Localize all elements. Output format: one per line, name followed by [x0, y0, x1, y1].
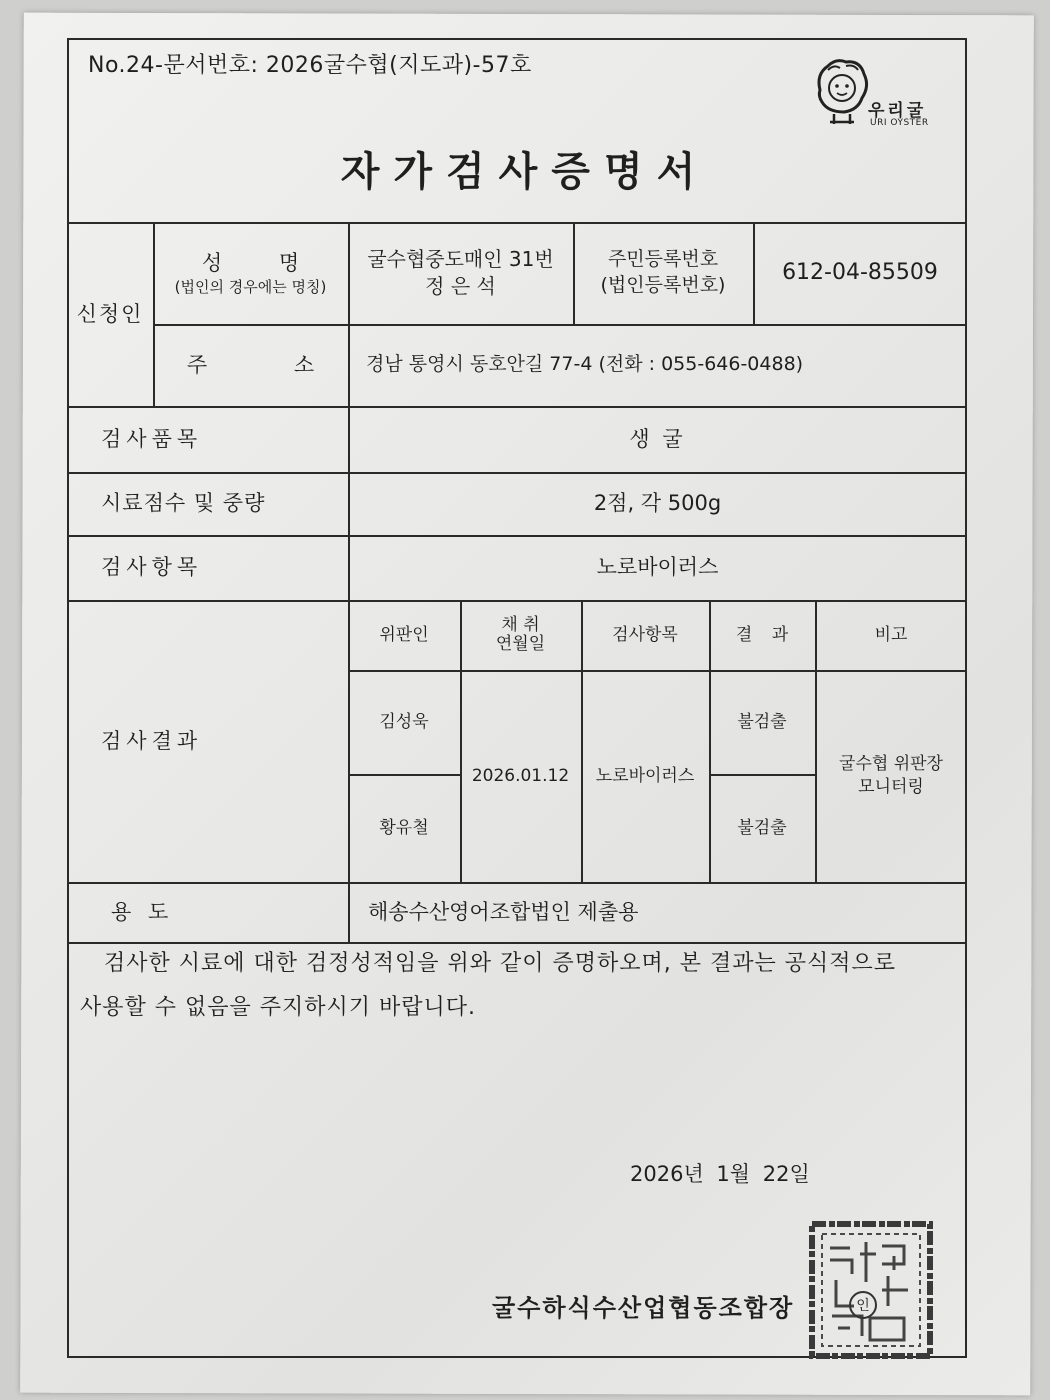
name-label-sub: (법인의 경우에는 명칭): [174, 278, 327, 297]
address-value: 경남 통영시 동호안길 77-4 (전화 : 055-646-0488): [366, 353, 804, 376]
remark-value: [815, 670, 967, 882]
regno-label-line2: (법인등록번호): [600, 274, 726, 296]
logo-subtitle: URI OYSTER: [870, 118, 929, 128]
header-collect-line2: 연월일: [495, 634, 546, 654]
statement: [80, 942, 960, 1030]
name-value: [348, 222, 573, 324]
header-collect-date: [460, 600, 581, 670]
document-title: 자가검사증명서: [340, 148, 710, 195]
row2-seller: 황유철: [379, 817, 429, 838]
item-value: 생 굴: [629, 426, 686, 451]
test-item-value: 노로바이러스: [596, 555, 719, 580]
collect-date-value: 2026.01.12: [471, 765, 570, 786]
document-number: No.24-문서번호: 2026굴수협(지도과)-57호: [88, 53, 532, 78]
item-label: 검사품목: [101, 426, 203, 451]
header-result: 결 과: [735, 624, 789, 645]
header-remark: 비고: [874, 624, 908, 645]
official-seal-stamp: [808, 1220, 934, 1360]
statement-line2: 사용할 수 없음을 주지하시기 바랍니다.: [80, 995, 476, 1020]
results-label: 검사결과: [101, 728, 203, 753]
oyster-mascot-icon: [812, 56, 872, 132]
sample-value: 2점, 각 500g: [593, 491, 722, 516]
test-item-label: 검사항목: [101, 555, 203, 580]
result-test-item-value: 노로바이러스: [595, 765, 695, 786]
header-test-item: 검사항목: [612, 624, 678, 645]
statement-line1: 검사한 시료에 대한 검정성적임을 위와 같이 증명하오며, 본 결과는 공식적으로: [104, 951, 896, 976]
name-value-line1: 굴수협중도매인 31번: [367, 247, 554, 271]
row1-seller: 김성욱: [379, 711, 429, 732]
header-collect-line1: 채 취: [501, 615, 540, 636]
logo-name: 우리굴: [868, 101, 927, 121]
row2-result: 불검출: [737, 817, 787, 838]
uri-oyster-logo: [812, 56, 947, 136]
issue-date: 2026년 1월 22일: [630, 1162, 810, 1186]
sample-label: 시료점수 및 중량: [101, 491, 266, 516]
remark-line2: 모니터링: [858, 777, 924, 797]
name-label-main: 성 명: [201, 250, 300, 275]
row1-result: 불검출: [737, 711, 787, 732]
seal-mark: 인: [849, 1291, 877, 1319]
usage-value: 해송수산영어조합법인 제출용: [368, 899, 639, 924]
header-seller: 위판인: [379, 624, 429, 645]
name-label: [153, 222, 348, 324]
address-label: 주 소: [186, 352, 315, 377]
usage-label: 용 도: [111, 899, 174, 924]
name-value-line2: 정 은 석: [425, 274, 496, 298]
regno-value: 612-04-85509: [782, 260, 938, 286]
remark-line1: 굴수협 위판장: [839, 754, 943, 775]
signatory-name: 굴수하식수산업협동조합장: [492, 1294, 795, 1322]
regno-label-line1: 주민등록번호: [607, 248, 719, 271]
applicant-label: 신청인: [76, 301, 144, 326]
regno-label: [573, 222, 753, 324]
